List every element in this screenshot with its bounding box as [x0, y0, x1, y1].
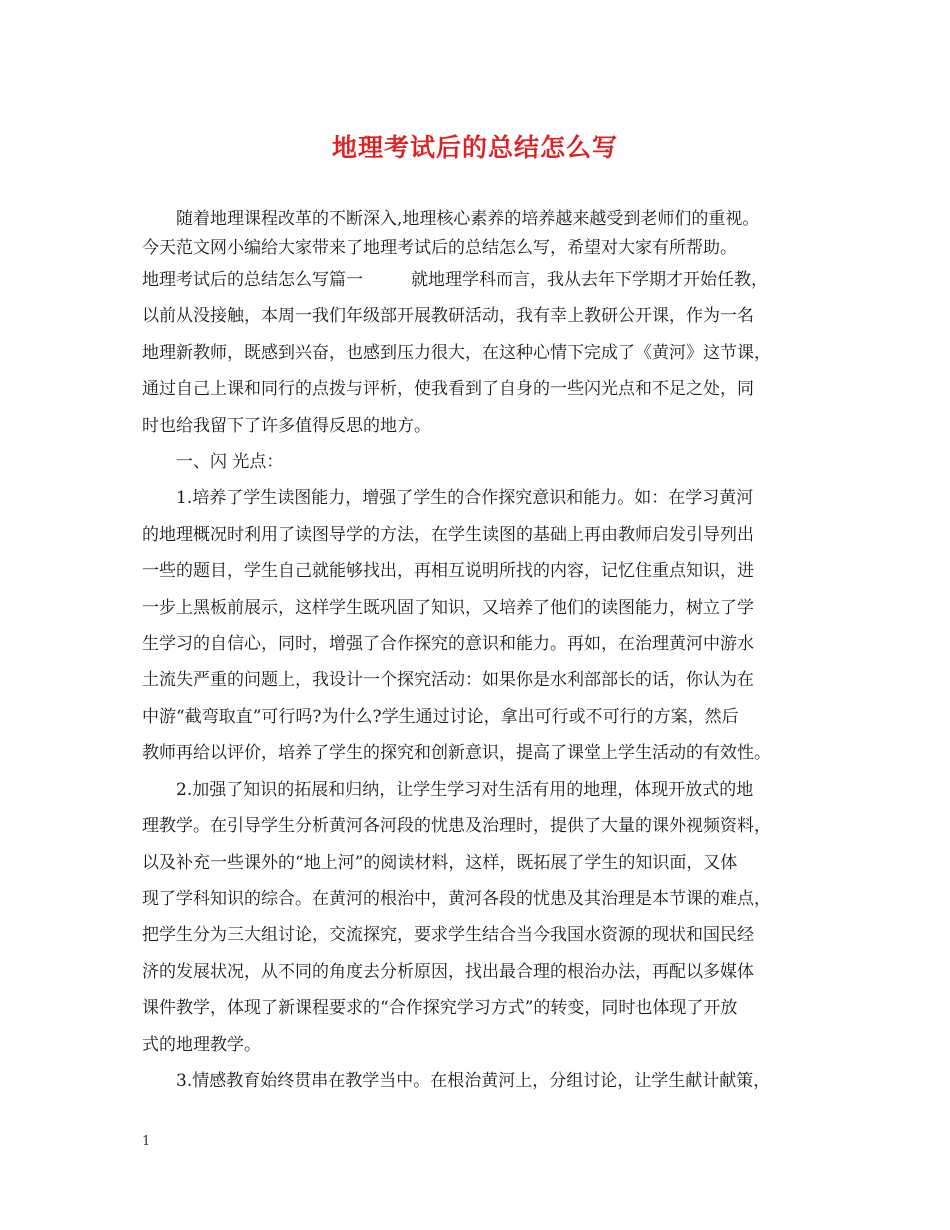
text-line: 的地理概况时利用了读图导学的方法，在学生读图的基础上再由教师启发引导列出 [142, 524, 754, 545]
text-line: 2.加强了知识的拓展和归纳，让学生学习对生活有用的地理，体现开放式的地 [176, 779, 754, 800]
text-line: 通过自己上课和同行的点拨与评析，使我看到了自身的一些闪光点和不足之处，同 [142, 379, 754, 400]
text-line: 中游“截弯取直”可行吗?为什么?学生通过讨论，拿出可行或不可行的方案，然后 [142, 706, 739, 727]
intro-paragraph [142, 205, 842, 263]
list-item-1 [142, 480, 822, 771]
text-line: 济的发展状况，从不同的角度去分析原因，找出最合理的根治办法，再配以多媒体 [142, 961, 754, 982]
text-line: 以及补充一些课外的“地上河”的阅读材料，这样，既拓展了学生的知识面，又体 [142, 852, 738, 873]
text-line: 地理新教师，既感到兴奋，也感到压力很大，在这种心情下完成了《黄河》这节课， [142, 342, 771, 363]
text-line: 土流失严重的问题上，我设计一个探究活动：如果你是水利部部长的话，你认为在 [142, 670, 754, 691]
text-line: 1.培养了学生读图能力，增强了学生的合作探究意识和能力。如：在学习黄河 [176, 488, 754, 509]
text-line: 生学习的自信心，同时，增强了合作探究的意识和能力。再如，在治理黄河中游水 [142, 634, 754, 655]
text-line: 教师再给以评价，培养了学生的探究和创新意识，提高了课堂上学生活动的有效性。 [142, 743, 771, 764]
page-number: 1 [142, 1134, 151, 1149]
text-line: 课件教学，体现了新课程要求的“合作探究学习方式”的转变，同时也体现了开放 [142, 998, 738, 1019]
list-item-3 [142, 1063, 822, 1099]
text-line: 式的地理教学。 [142, 1034, 261, 1055]
text-line: 一些的题目，学生自己就能够找出，再相互说明所找的内容，记忆住重点知识，进 [142, 561, 754, 582]
text-line: 随着地理课程改革的不断深入,地理核心素养的培养越来越受到老师们的重视。 [176, 209, 760, 229]
document-title: 地理考试后的总结怎么写 [331, 133, 618, 162]
text-line: 理教学。在引导学生分析黄河各河段的忧患及治理时，提供了大量的课外视频资料， [142, 816, 771, 837]
text-line: 今天范文网小编给大家带来了地理考试后的总结怎么写，希望对大家有所帮助。 [142, 238, 737, 258]
list-item-2 [142, 772, 822, 1063]
text-line: 以前从没接触，本周一我们年级部开展教研活动，我有幸上教研公开课，作为一名 [142, 306, 754, 327]
text-line: 现了学科知识的综合。在黄河的根治中，黄河各段的忧患及其治理是本节课的难点， [142, 888, 771, 909]
text-line: 一步上黑板前展示，这样学生既巩固了知识，又培养了他们的读图能力，树立了学 [142, 597, 754, 618]
text-line: 把学生分为三大组讨论，交流探究，要求学生结合当今我国水资源的现状和国民经 [142, 925, 754, 946]
document-body [142, 262, 822, 1099]
paragraph-1 [142, 262, 822, 444]
first-line-rest: 就地理学科而言，我从去年下学期才开始任教， [411, 270, 768, 290]
text-line: 时也给我留下了许多值得反思的地方。 [142, 415, 431, 436]
text-line: 3.情感教育始终贯串在教学当中。在根治黄河上，分组讨论，让学生献计献策， [176, 1070, 771, 1091]
text-line: 一、闪 光点： [176, 452, 284, 473]
section-heading: 地理考试后的总结怎么写篇一 [142, 270, 363, 290]
text-line [142, 262, 822, 298]
subheading [142, 444, 822, 480]
